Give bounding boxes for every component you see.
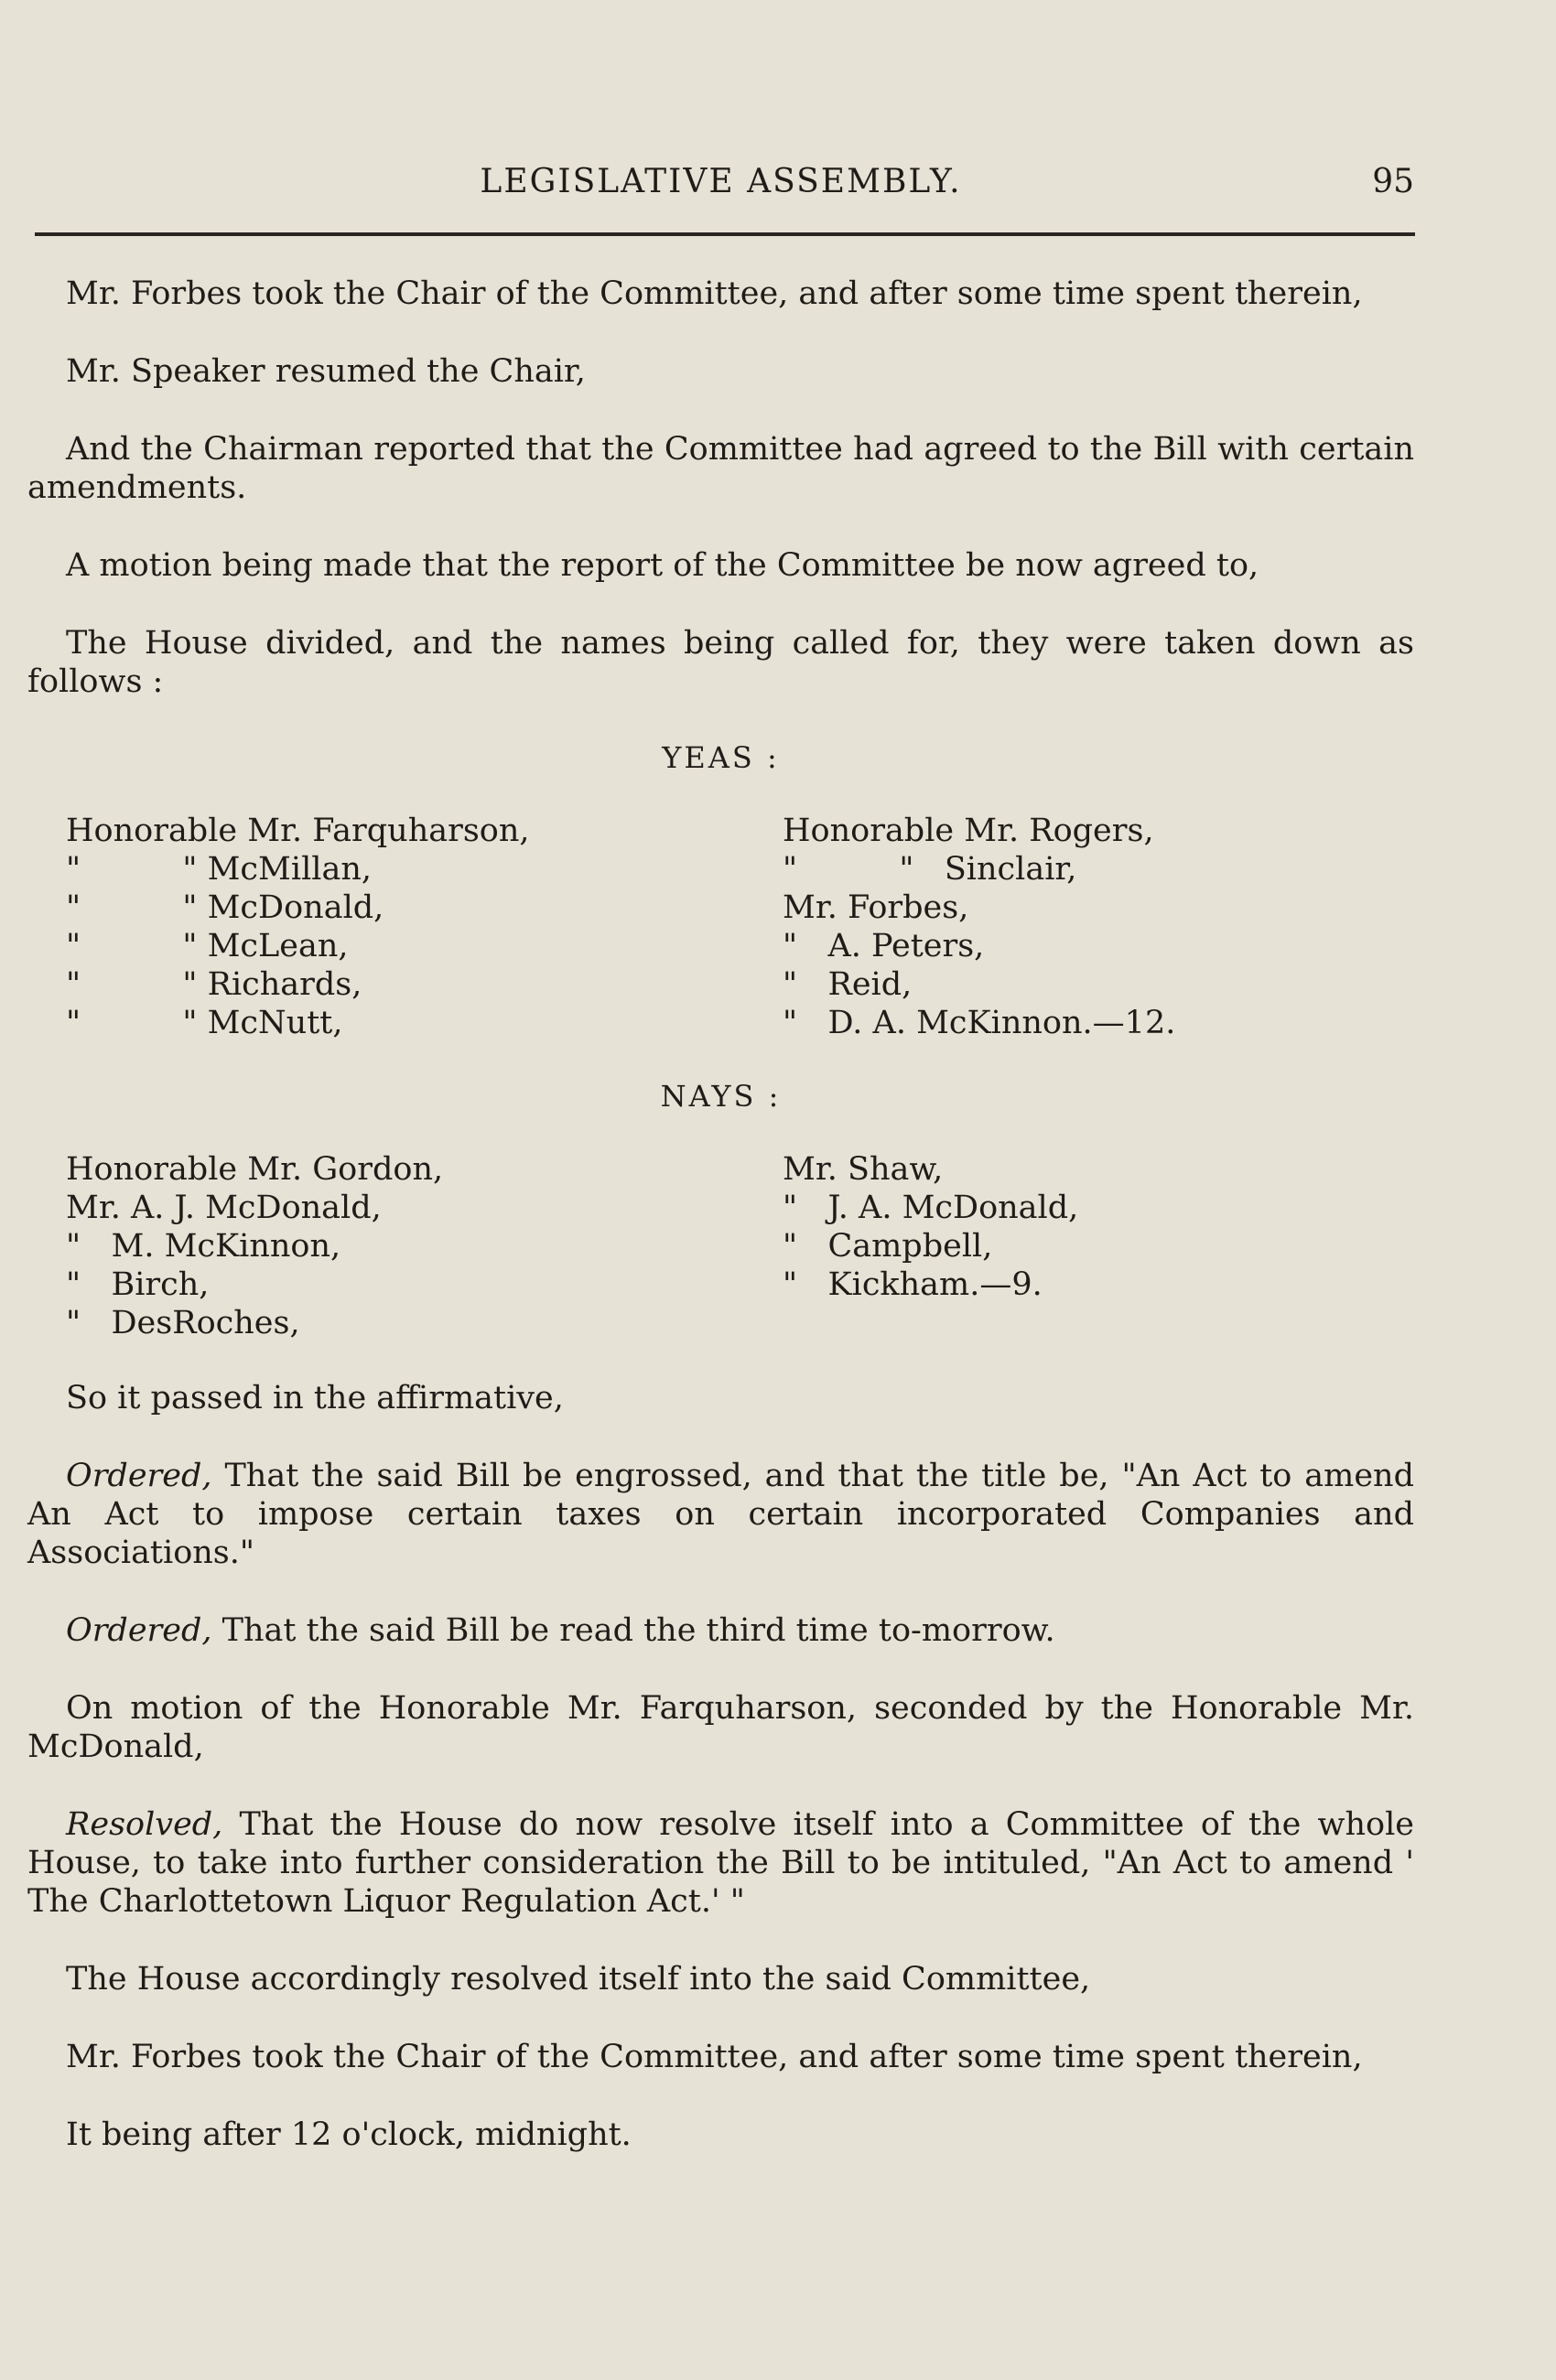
paragraph-text: So it passed in the affirmative, <box>66 1380 564 1416</box>
paragraph-text: That the House do now resolve itself into a Committee of the whole House, to take into further consideration the Bill to be intituled, "An Act to amend ' The Charlottetown Liquor Regulation Act.' " <box>27 1806 1414 1920</box>
paragraph-text: That the said Bill be engrossed, and that the title be, "An Act to amend An Act to impose certain taxes on certain incorporated Companies and Associations." <box>27 1458 1414 1571</box>
member-name: McDonald, <box>207 889 384 926</box>
list-item: " Campbell, <box>783 1228 993 1265</box>
list-item: " DesRoches, <box>66 1305 300 1341</box>
member-prefix: " " <box>66 889 198 926</box>
member-name: Farquharson, <box>312 813 530 849</box>
paragraph-text: On motion of the Honorable Mr. Farquharson, seconded by the Honorable Mr. McDonald, <box>27 1690 1414 1765</box>
list-item <box>66 850 762 888</box>
paragraph-text: That the said Bill be read the third time to-morrow. <box>211 1612 1055 1649</box>
list-item <box>66 888 762 927</box>
member-name: McNutt, <box>207 1005 343 1041</box>
paragraph <box>27 1379 1414 1417</box>
paragraph <box>27 2116 1414 2154</box>
list-item <box>66 812 762 850</box>
list-item: " J. A. McDonald, <box>783 1190 1079 1226</box>
paragraph-text: It being after 12 o'clock, midnight. <box>66 2116 632 2153</box>
member-prefix: " " <box>66 851 198 888</box>
yeas-left-column <box>27 812 762 1042</box>
running-title: LEGISLATIVE ASSEMBLY. <box>480 163 962 200</box>
paragraph: And the Chairman reported that the Committee had agreed to the Bill with certain amendments. <box>27 431 1414 506</box>
list-item: " A. Peters, <box>783 928 985 964</box>
list-item: Honorable Mr. Rogers, <box>783 813 1154 849</box>
list-item <box>66 965 762 1004</box>
paragraph-text: The House accordingly resolved itself into the said Committee, <box>66 1961 1091 1998</box>
paragraph <box>27 1960 1414 1998</box>
list-item: Mr. Forbes, <box>783 889 969 926</box>
paragraph: The House divided, and the names being called for, they were taken down as follows : <box>27 625 1414 700</box>
list-item: Honorable Mr. Gordon, <box>66 1151 444 1188</box>
paragraph-lead: Resolved, <box>66 1806 223 1843</box>
yeas-list <box>27 812 1414 1042</box>
paragraph-text: Mr. Forbes took the Chair of the Committee, and after some time spent therein, <box>66 2039 1363 2075</box>
nays-right-column <box>783 1150 1414 1342</box>
paragraph: A motion being made that the report of the Committee be now agreed to, <box>66 547 1259 584</box>
member-name: McMillan, <box>207 851 372 888</box>
page-number: 95 <box>1372 163 1414 200</box>
nays-heading: NAYS : <box>660 1079 782 1114</box>
list-item: " Kickham.—9. <box>783 1266 1043 1303</box>
paragraph <box>27 1805 1414 1921</box>
member-prefix: Honorable Mr. <box>66 813 303 849</box>
page-header <box>27 163 1414 209</box>
paragraph: Mr. Speaker resumed the Chair, <box>66 353 586 390</box>
nays-list <box>27 1150 1414 1342</box>
paragraph <box>27 2038 1414 2076</box>
member-name: McLean, <box>207 928 349 964</box>
paragraph-lead: Ordered, <box>66 1612 212 1649</box>
nays-left-column <box>27 1150 762 1342</box>
paragraph-lead: Ordered, <box>66 1458 212 1494</box>
member-prefix: " " <box>66 1005 198 1041</box>
header-rule <box>35 232 1415 236</box>
list-item <box>66 927 762 965</box>
list-item: " Reid, <box>783 966 913 1003</box>
member-name: Richards, <box>207 966 362 1003</box>
list-item <box>66 1004 762 1042</box>
member-prefix: " " <box>66 928 198 964</box>
member-prefix: " " <box>66 966 198 1003</box>
yeas-right-column <box>783 812 1414 1042</box>
list-item: " Birch, <box>66 1266 210 1303</box>
paragraph <box>27 1611 1414 1650</box>
list-item: Mr. Shaw, <box>783 1151 944 1188</box>
body-text <box>27 275 1414 2193</box>
paragraph: Mr. Forbes took the Chair of the Committee, and after some time spent therein, <box>66 275 1363 312</box>
paragraph <box>27 1457 1414 1572</box>
list-item: Mr. A. J. McDonald, <box>66 1190 382 1226</box>
yeas-heading: YEAS : <box>662 740 780 775</box>
list-item: " M. McKinnon, <box>66 1228 341 1265</box>
paragraph <box>27 1689 1414 1766</box>
list-item: " D. A. McKinnon.—12. <box>783 1005 1176 1041</box>
list-item: " " Sinclair, <box>783 851 1077 888</box>
